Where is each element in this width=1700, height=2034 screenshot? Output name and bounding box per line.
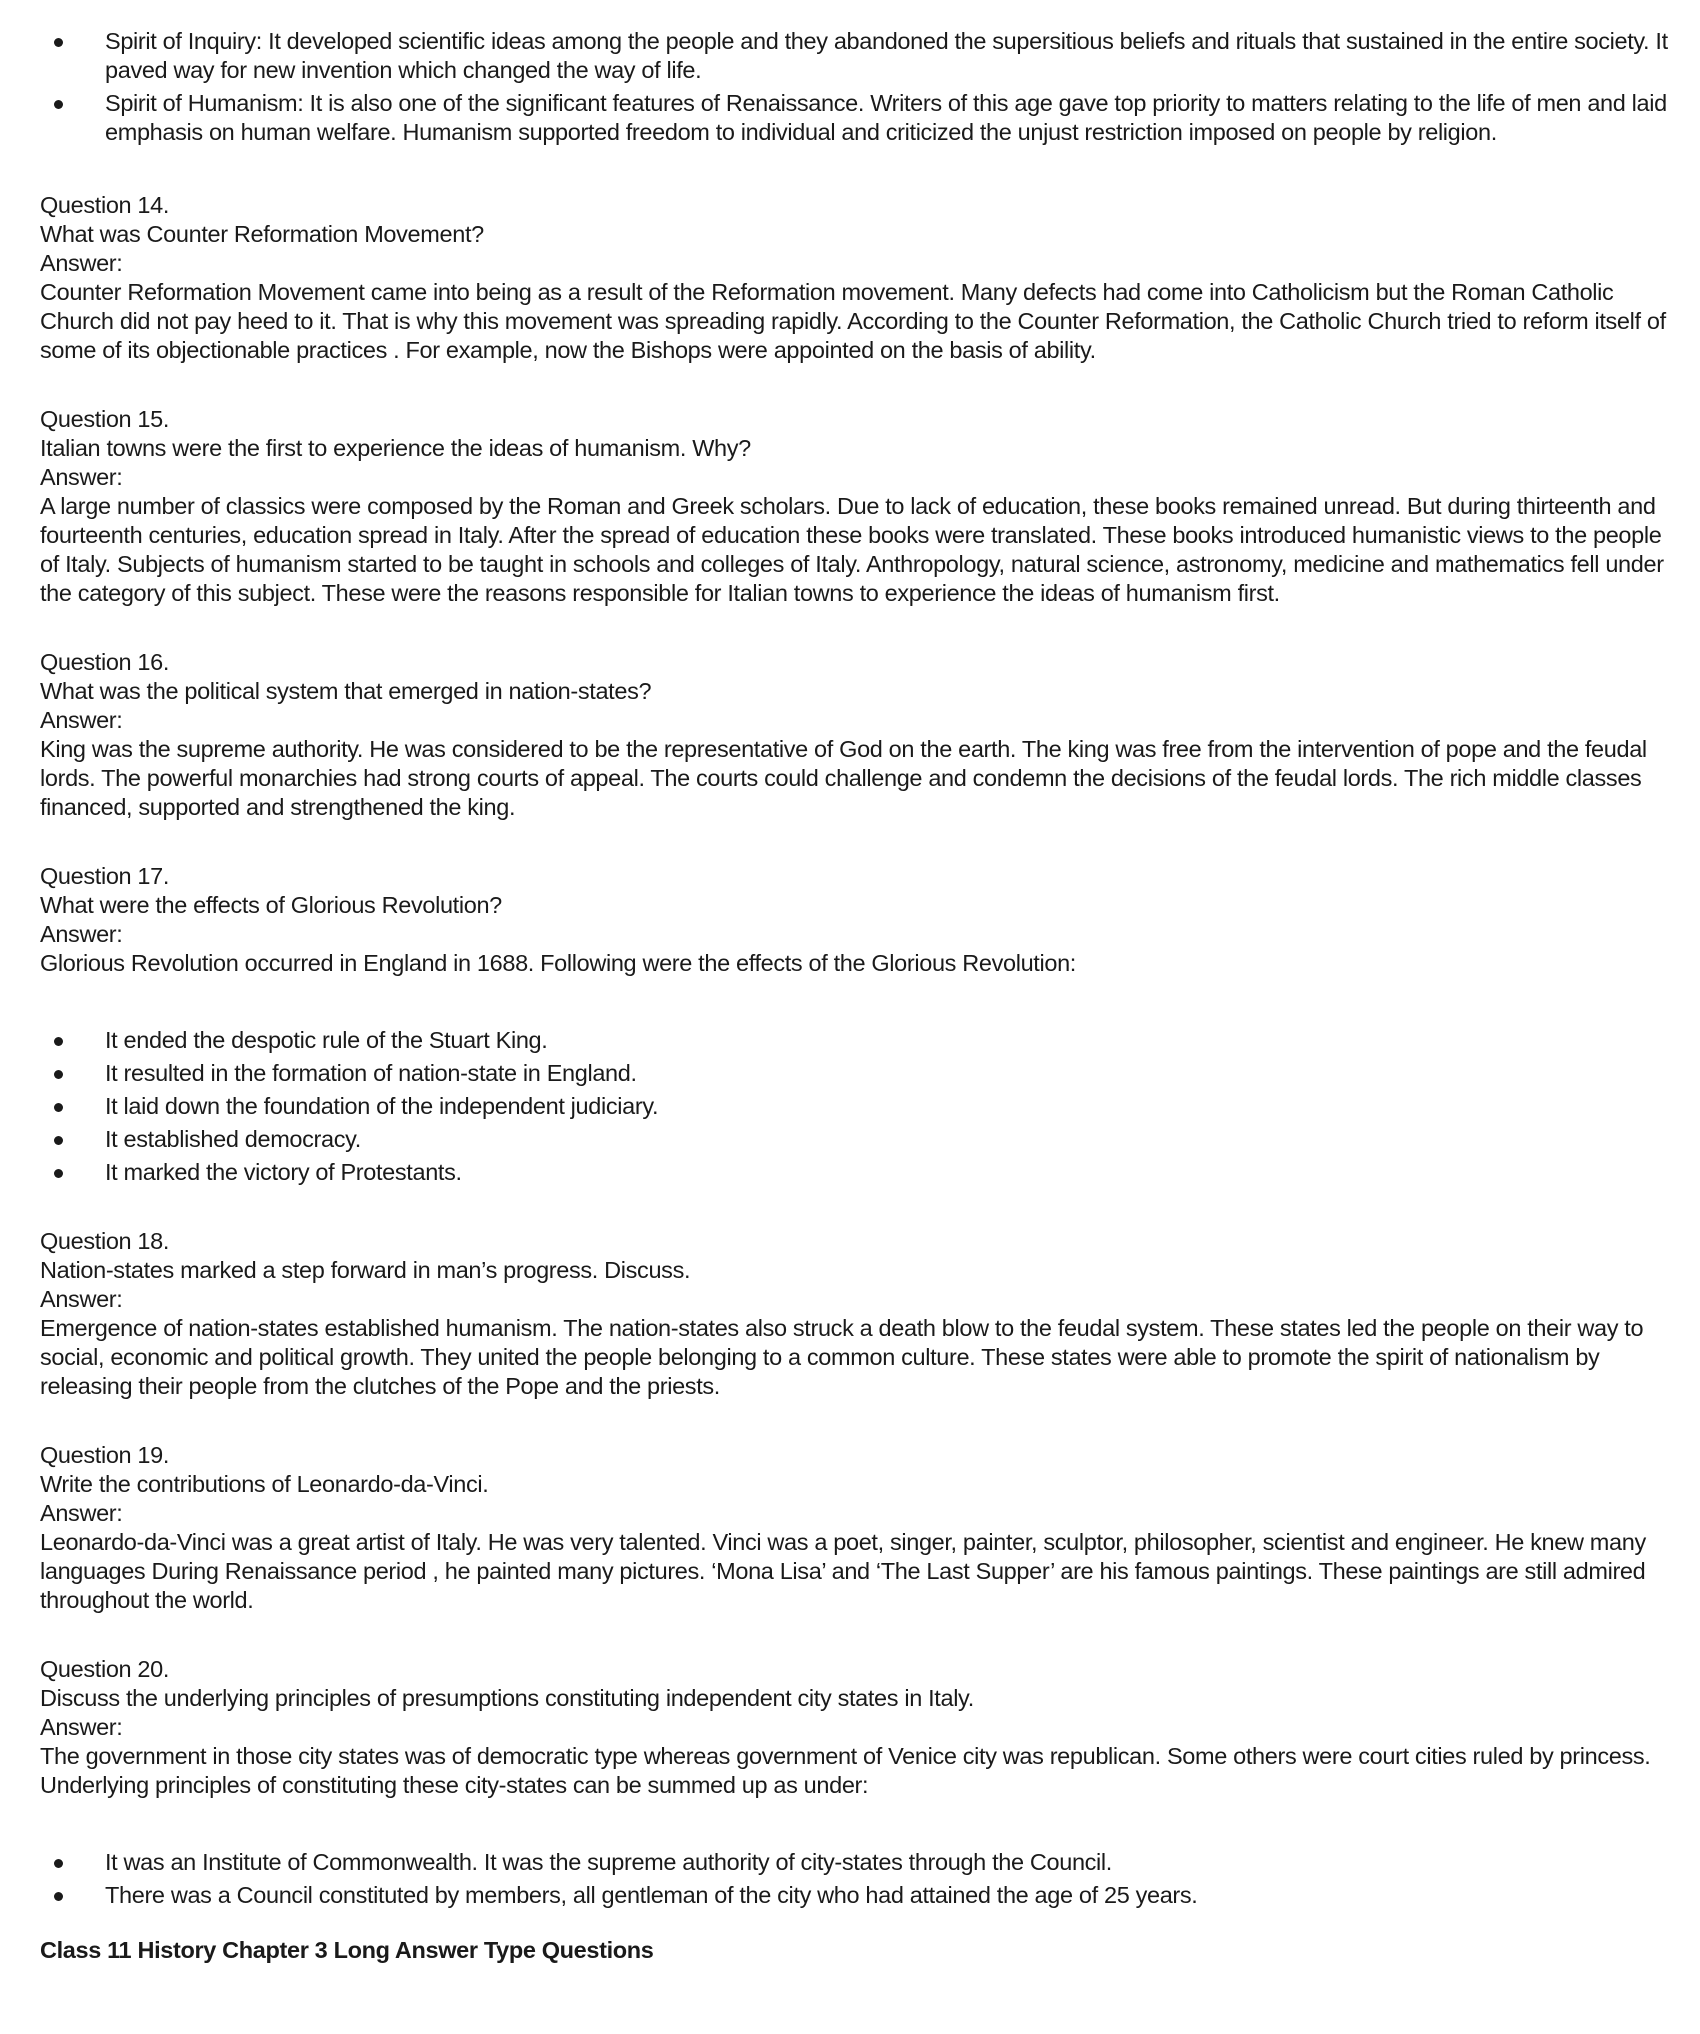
bullet-icon xyxy=(54,1892,63,1901)
question-block-18 xyxy=(40,1227,1680,1401)
question-text: What were the effects of Glorious Revolution? xyxy=(40,892,502,918)
answer-label: Answer: xyxy=(40,921,123,947)
bullet-text: It ended the despotic rule of the Stuart King. xyxy=(105,1027,548,1053)
question-text: What was the political system that emerged in nation-states? xyxy=(40,678,652,704)
answer-text: King was the supreme authority. He was considered to be the representative of God on the earth. The king was free from the intervention of pope and the feudal lords. The powerful monarchies had strong courts of appeal. The courts could challenge and condemn the decisions of the feudal lords. The rich middle classes financed, supported and strengthened the king. xyxy=(40,736,1647,820)
bullet-text: Spirit of Inquiry: It developed scientific ideas among the people and they abandoned the supersitious beliefs and rituals that sustained in the entire society. It paved way for new invention which changed the way of life. xyxy=(105,28,1668,83)
bullet-item xyxy=(40,1059,1680,1088)
question-block-16 xyxy=(40,648,1680,822)
question-number: Question 17. xyxy=(40,863,170,889)
bullet-icon xyxy=(54,1103,63,1112)
document-page xyxy=(40,27,1680,1965)
bullet-item xyxy=(40,1158,1680,1187)
question-text: What was Counter Reformation Movement? xyxy=(40,221,484,247)
bullet-item xyxy=(40,27,1680,85)
question-number: Question 15. xyxy=(40,406,170,432)
answer-text: Emergence of nation-states established humanism. The nation-states also struck a death blow to the feudal system. These states led the people on their way to social, economic and political growth. They united the people belonging to a common culture. These states were able to promote the spirit of nationalism by releasing their people from the clutches of the Pope and the priests. xyxy=(40,1315,1644,1399)
answer-text: The government in those city states was of democratic type whereas government of Venice city was republican. Some others were court cities ruled by princess. Underlying principles of constituting these city-states can be summed up as under: xyxy=(40,1743,1651,1798)
question-text: Discuss the underlying principles of presumptions constituting independent city states in Italy. xyxy=(40,1685,974,1711)
bullet-icon xyxy=(54,38,63,47)
bullet-item xyxy=(40,89,1680,147)
question-block-20 xyxy=(40,1655,1680,1800)
bullet-icon xyxy=(54,1136,63,1145)
answer-text: A large number of classics were composed by the Roman and Greek scholars. Due to lack of education, these books remained unread. But during thirteenth and fourteenth centuries, education spread in Italy. After the spread of education these books were translated. These books introduced humanistic views to the people of Italy. Subjects of humanism started to be taught in schools and colleges of Italy. Anthropology, natural science, astronomy, medicine and mathematics fell under the category of this subject. These were the reasons responsible for Italian towns to experience the ideas of humanism first. xyxy=(40,493,1664,606)
answer-text: Counter Reformation Movement came into being as a result of the Reformation movement. Many defects had come into Catholicism but the Roman Catholic Church did not pay heed to it. That is why this movement was spreading rapidly. According to the Counter Reformation, the Catholic Church tried to reform itself of some of its objectionable practices . For example, now the Bishops were appointed on the basis of ability. xyxy=(40,279,1666,363)
bullet-item xyxy=(40,1848,1680,1877)
question-number: Question 19. xyxy=(40,1442,170,1468)
answer-text: Glorious Revolution occurred in England in 1688. Following were the effects of the Glorious Revolution: xyxy=(40,950,1076,976)
question-text: Italian towns were the first to experience the ideas of humanism. Why? xyxy=(40,435,751,461)
answer-label: Answer: xyxy=(40,464,123,490)
bullet-text: It established democracy. xyxy=(105,1126,361,1152)
question-number: Question 16. xyxy=(40,649,170,675)
question-block-14 xyxy=(40,191,1680,365)
bullet-text: It resulted in the formation of nation-state in England. xyxy=(105,1060,637,1086)
bullet-item xyxy=(40,1092,1680,1121)
question-number: Question 14. xyxy=(40,192,170,218)
bullet-icon xyxy=(54,100,63,109)
answer-label: Answer: xyxy=(40,1714,123,1740)
bullet-text: It was an Institute of Commonwealth. It was the supreme authority of city-states through the Council. xyxy=(105,1849,1112,1875)
answer-label: Answer: xyxy=(40,1286,123,1312)
effects-bullet-list xyxy=(40,1026,1680,1187)
answer-text: Leonardo-da-Vinci was a great artist of Italy. He was very talented. Vinci was a poet, singer, painter, sculptor, philosopher, scientist and engineer. He knew many languages During Renaissance period , he painted many pictures. ‘Mona Lisa’ and ‘The Last Supper’ are his famous paintings. These paintings are still admired throughout the world. xyxy=(40,1529,1646,1613)
answer-label: Answer: xyxy=(40,1500,123,1526)
bullet-icon xyxy=(54,1169,63,1178)
bullet-item xyxy=(40,1125,1680,1154)
section-heading: Class 11 History Chapter 3 Long Answer Type Questions xyxy=(40,1937,654,1963)
bullet-text: Spirit of Humanism: It is also one of the significant features of Renaissance. Writers of this age gave top priority to matters relating to the life of men and laid emphasis on human welfare. Humanism supported freedom to individual and criticized the unjust restriction imposed on people by religion. xyxy=(105,90,1667,145)
bullet-icon xyxy=(54,1037,63,1046)
bullet-icon xyxy=(54,1859,63,1868)
question-block-19 xyxy=(40,1441,1680,1615)
question-block-17 xyxy=(40,862,1680,978)
question-block-15 xyxy=(40,405,1680,608)
question-number: Question 18. xyxy=(40,1228,170,1254)
answer-label: Answer: xyxy=(40,250,123,276)
question-text: Nation-states marked a step forward in man’s progress. Discuss. xyxy=(40,1257,691,1283)
bullet-item xyxy=(40,1026,1680,1055)
bullet-item xyxy=(40,1881,1680,1910)
answer-label: Answer: xyxy=(40,707,123,733)
bullet-text: It marked the victory of Protestants. xyxy=(105,1159,462,1185)
bullet-text: There was a Council constituted by members, all gentleman of the city who had attained the age of 25 years. xyxy=(105,1882,1198,1908)
principles-bullet-list xyxy=(40,1848,1680,1910)
intro-bullet-list xyxy=(40,27,1680,147)
bullet-icon xyxy=(54,1070,63,1079)
question-text: Write the contributions of Leonardo-da-Vinci. xyxy=(40,1471,489,1497)
bullet-text: It laid down the foundation of the independent judiciary. xyxy=(105,1093,659,1119)
question-number: Question 20. xyxy=(40,1656,170,1682)
